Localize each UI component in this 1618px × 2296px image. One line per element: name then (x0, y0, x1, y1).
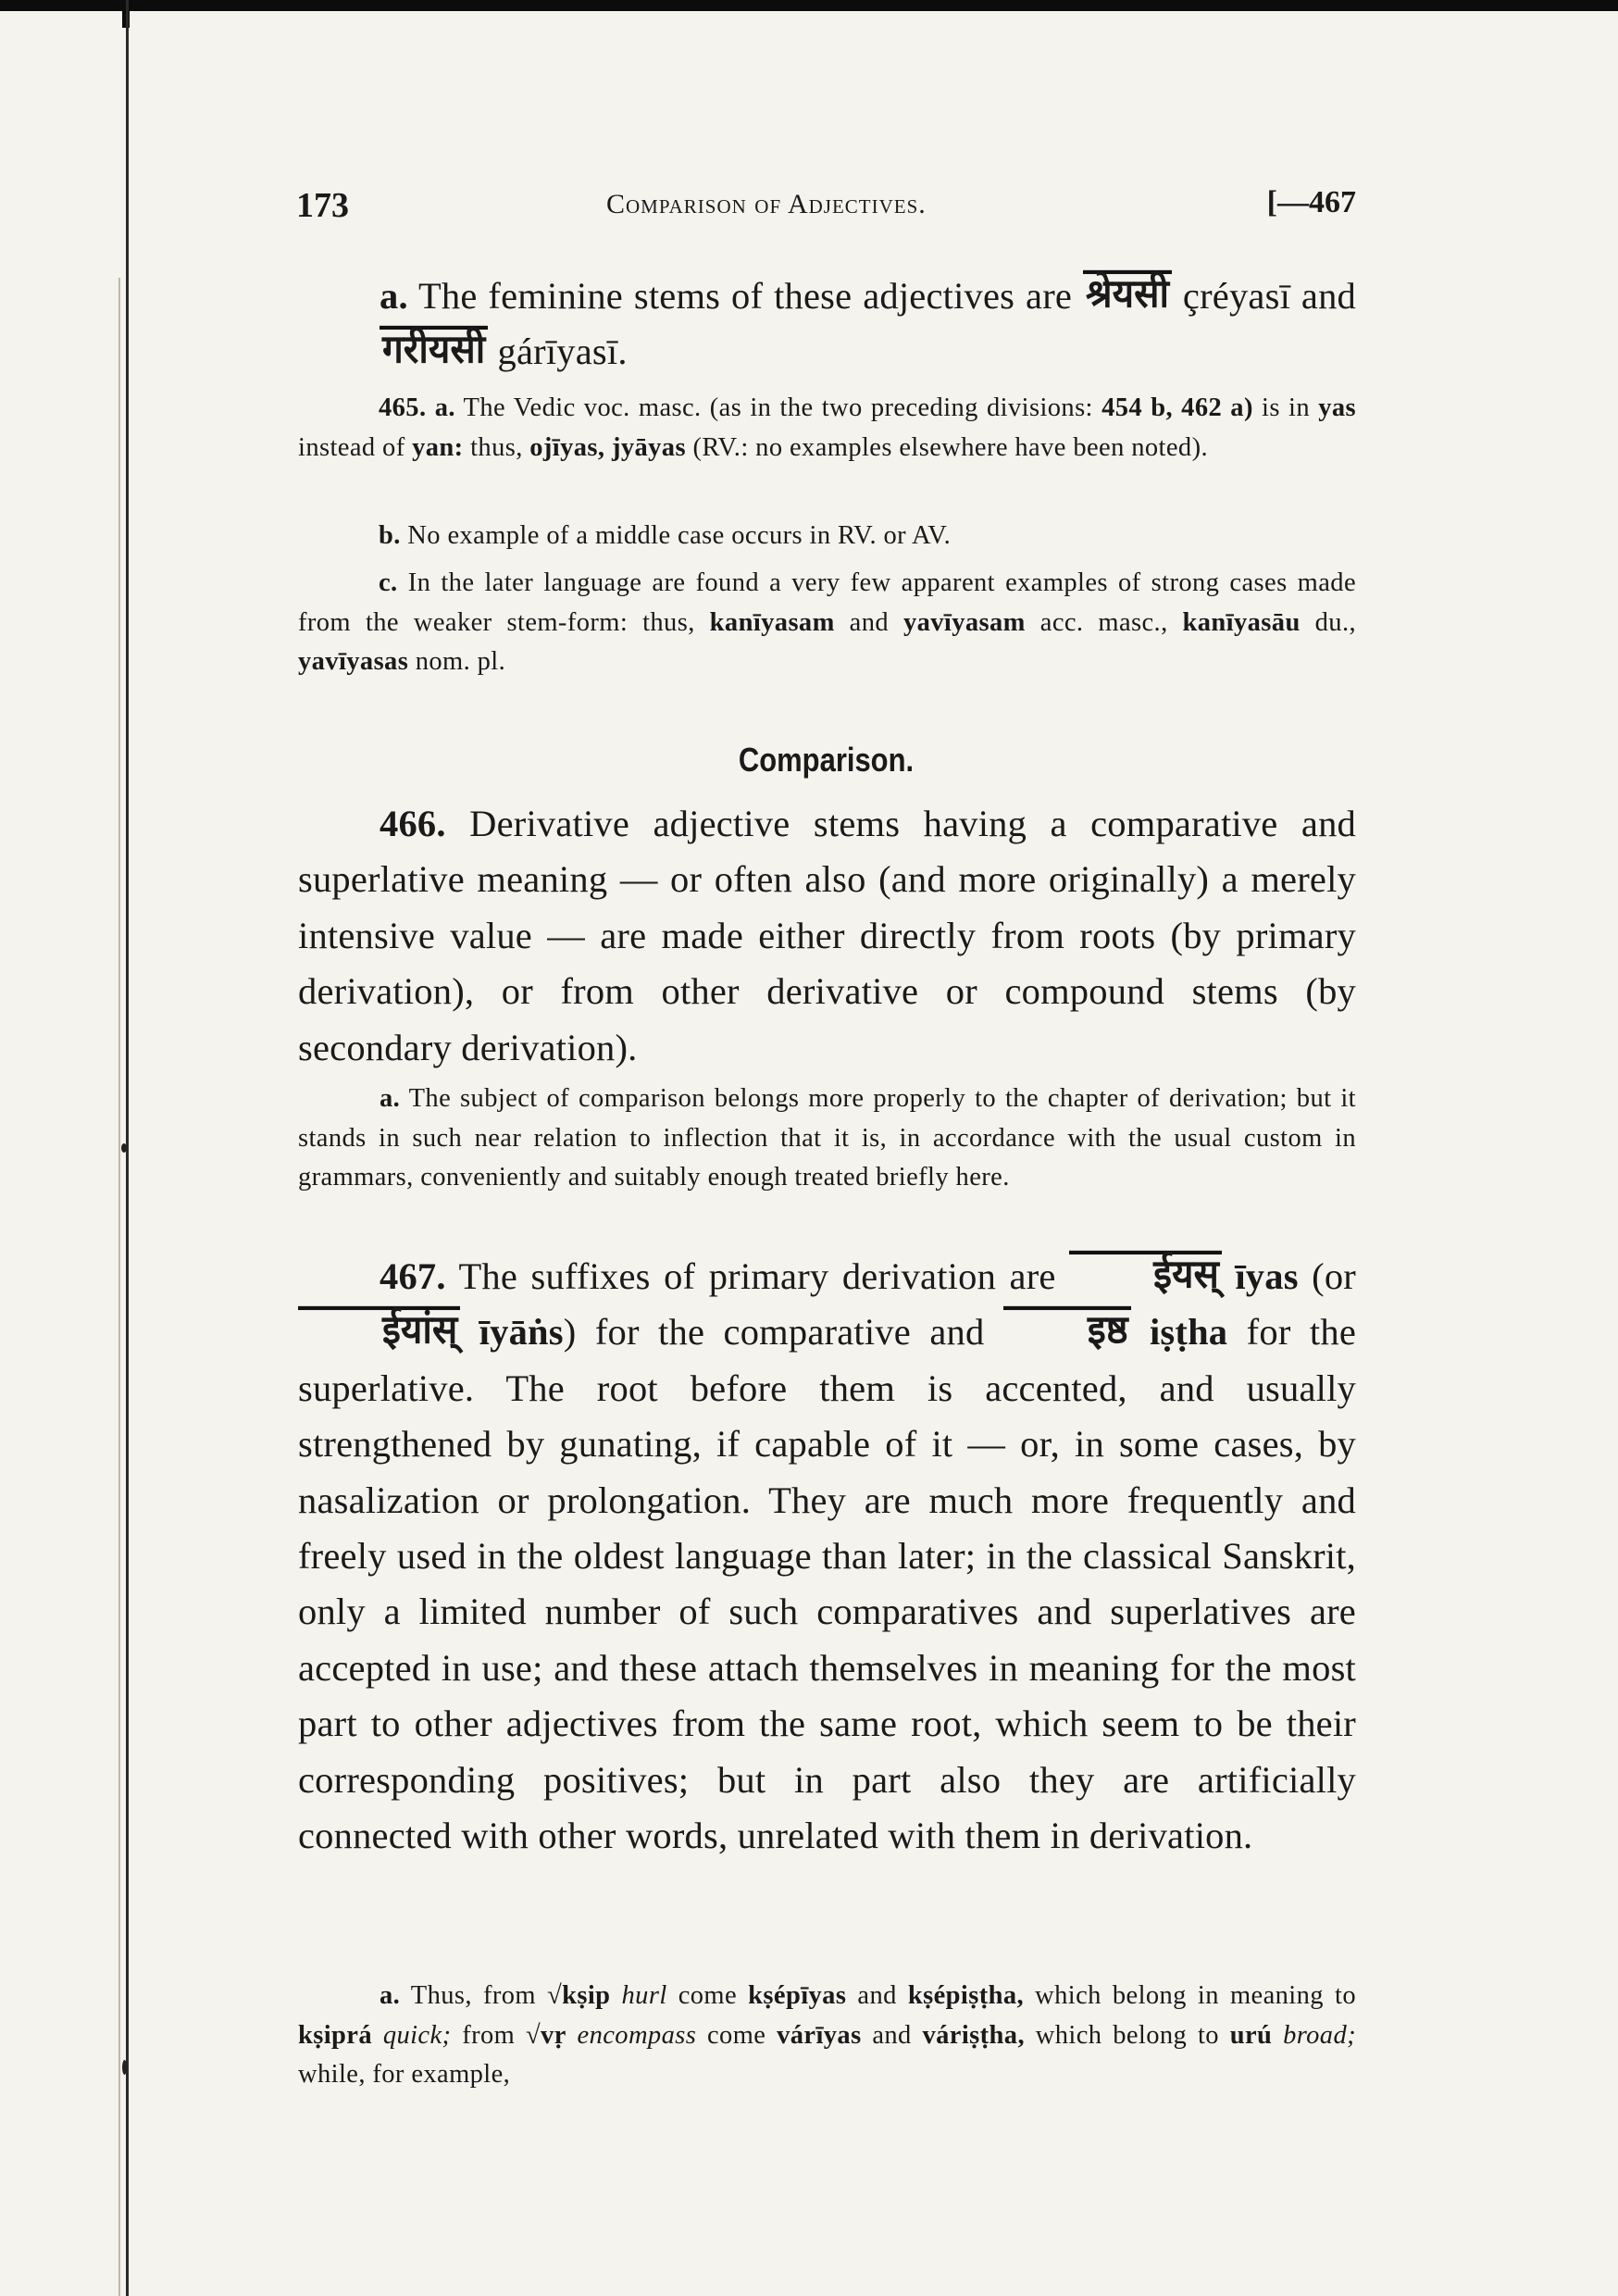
text-run: ) for the comparative and (563, 1311, 1003, 1354)
scan-speck (122, 2060, 127, 2075)
text-run: Thus, from (400, 1981, 548, 2010)
section-reference: [—467 (1266, 185, 1356, 219)
paragraph-467a (298, 1977, 1356, 2095)
devanagari-word: श्रेयसी (1083, 270, 1172, 316)
text-run: du., (1300, 607, 1356, 637)
bold-text: a. (434, 393, 455, 422)
bold-text: a. (380, 1981, 401, 2010)
text-run: The Vedic voc. masc. (as in the two preceding divisions: (454, 393, 1102, 422)
bold-text: √vṛ (526, 2020, 566, 2050)
binding-shadow (118, 278, 120, 2296)
text-run (1131, 1311, 1150, 1353)
text-run: Derivative adjective stems having a comparative and superlative meaning — or often also (and more originally) a merely intensive value — are made either directly from roots (by primary derivation), or from other derivative or compound stems (by secondary derivation). (298, 803, 1356, 1068)
bold-text: a. (380, 275, 408, 317)
bold-text: √kṣip (547, 1981, 611, 2010)
text-run: and (846, 1981, 908, 2010)
text-run (566, 2021, 578, 2050)
text-run: No example of a middle case occurs in RV. or AV. (400, 521, 952, 550)
text-run: çréyasī and (1172, 275, 1356, 317)
devanagari-word: ईयांस् (298, 1306, 460, 1352)
italic-gloss: broad; (1283, 2020, 1357, 2050)
bold-text: kṣépiṣṭha, (907, 1981, 1025, 2010)
bold-text: 454 b, 462 a) (1101, 393, 1253, 422)
italic-gloss: hurl (621, 1981, 667, 2010)
scan-speck (121, 1143, 127, 1153)
bold-text: īyāṅs (479, 1311, 564, 1354)
text-run: for the superlative. The root before them is accented, and usually strengthened by gunating, if capable of it — or, in some cases, by nasalization or prolongation. They are much more frequently and freely used in the oldest language than later; in the classical Sanskrit, only a limited number of such comparatives and superlatives are accepted in use; and these attach themselves in meaning for the most part to other adjectives from the same root, which seem to be their corresponding positives; but in part also they are artificially connected with other words, unrelated with them in derivation. (298, 1311, 1356, 1857)
section-heading: Comparison. (738, 741, 915, 779)
devanagari-word: गरीयसी (380, 326, 488, 371)
bold-text: 467. (380, 1255, 446, 1297)
bold-text: kṣépīyas (748, 1981, 847, 2010)
text-run: instead of (298, 432, 413, 462)
paragraph-465a (298, 389, 1356, 468)
italic-gloss: encompass (577, 2020, 697, 2050)
devanagari-word: इष्ठ (1003, 1306, 1131, 1352)
bold-text: c. (379, 568, 398, 597)
bold-text: yan: (412, 432, 464, 462)
text-run: which belong in meaning to (1024, 1981, 1356, 2010)
text-run: come (696, 2020, 778, 2050)
bold-text: kanīyasam (709, 607, 835, 637)
page-number: 173 (296, 186, 349, 225)
text-run: thus, (463, 432, 530, 462)
bold-text: iṣṭha (1149, 1311, 1228, 1354)
text-run (372, 2021, 383, 2050)
bold-text: yavīyasas (298, 647, 409, 677)
text-run (1222, 1255, 1236, 1297)
text-run: from (451, 2020, 526, 2050)
italic-gloss: quick; (382, 2020, 452, 2050)
text-run: and (834, 607, 903, 637)
text-run (610, 1981, 621, 2010)
text-run: while, for example, (298, 2060, 511, 2090)
bold-text: kanīyasāu (1182, 607, 1301, 637)
bold-text: kṣiprá (298, 2020, 373, 2050)
text-run: and (861, 2020, 923, 2050)
bold-text: a. (380, 1084, 401, 1113)
text-run: The subject of comparison belongs more properly to the chapter of derivation; but it stands in such near relation to inflection that it is, in accordance with the usual custom in grammars, conveniently and suitably enough treated briefly here. (298, 1084, 1356, 1192)
paragraph-466a (298, 1079, 1356, 1198)
page-top-border (0, 0, 1618, 11)
text-run (426, 393, 434, 422)
bold-text: b. (379, 521, 401, 550)
text-run: In the later language are found a very few apparent examples of strong cases made from the weaker stem-form: thus, (298, 568, 1356, 637)
paragraph-465b (298, 517, 1356, 556)
bold-text: 466. (380, 803, 446, 844)
text-run: (or (1298, 1255, 1356, 1297)
paragraph-464a (380, 268, 1356, 381)
bold-text: váriṣṭha, (922, 2020, 1025, 2050)
text-run: nom. pl. (408, 647, 506, 677)
paragraph-465c (298, 564, 1356, 682)
bold-text: yas (1318, 393, 1357, 422)
paragraph-467 (298, 1249, 1356, 1864)
text-run: The suffixes of primary derivation are (445, 1255, 1070, 1297)
running-head-title: Comparison of Adjectives. (606, 189, 927, 219)
bold-text: várīyas (777, 2020, 862, 2050)
text-run: which belong to (1024, 2020, 1230, 2050)
text-run (1272, 2021, 1283, 2050)
text-run: acc. masc., (1025, 607, 1183, 637)
running-header (296, 185, 1356, 241)
bold-text: urú (1229, 2020, 1273, 2050)
bold-text: īyas (1235, 1255, 1299, 1297)
text-run: come (666, 1981, 749, 2010)
bold-text: ojīyas, jyāyas (529, 432, 686, 462)
text-run: is in (1252, 393, 1319, 422)
paragraph-466 (298, 796, 1356, 1076)
text-run (460, 1311, 479, 1353)
bold-text: yavīyasam (902, 607, 1026, 637)
text-run: (RV.: no examples elsewhere have been noted). (685, 432, 1208, 462)
bold-text: 465. (379, 393, 427, 422)
devanagari-word: ईयस् (1069, 1251, 1222, 1296)
text-run: gárīyasī. (488, 331, 628, 373)
text-run: The feminine stems of these adjectives are (407, 275, 1083, 317)
